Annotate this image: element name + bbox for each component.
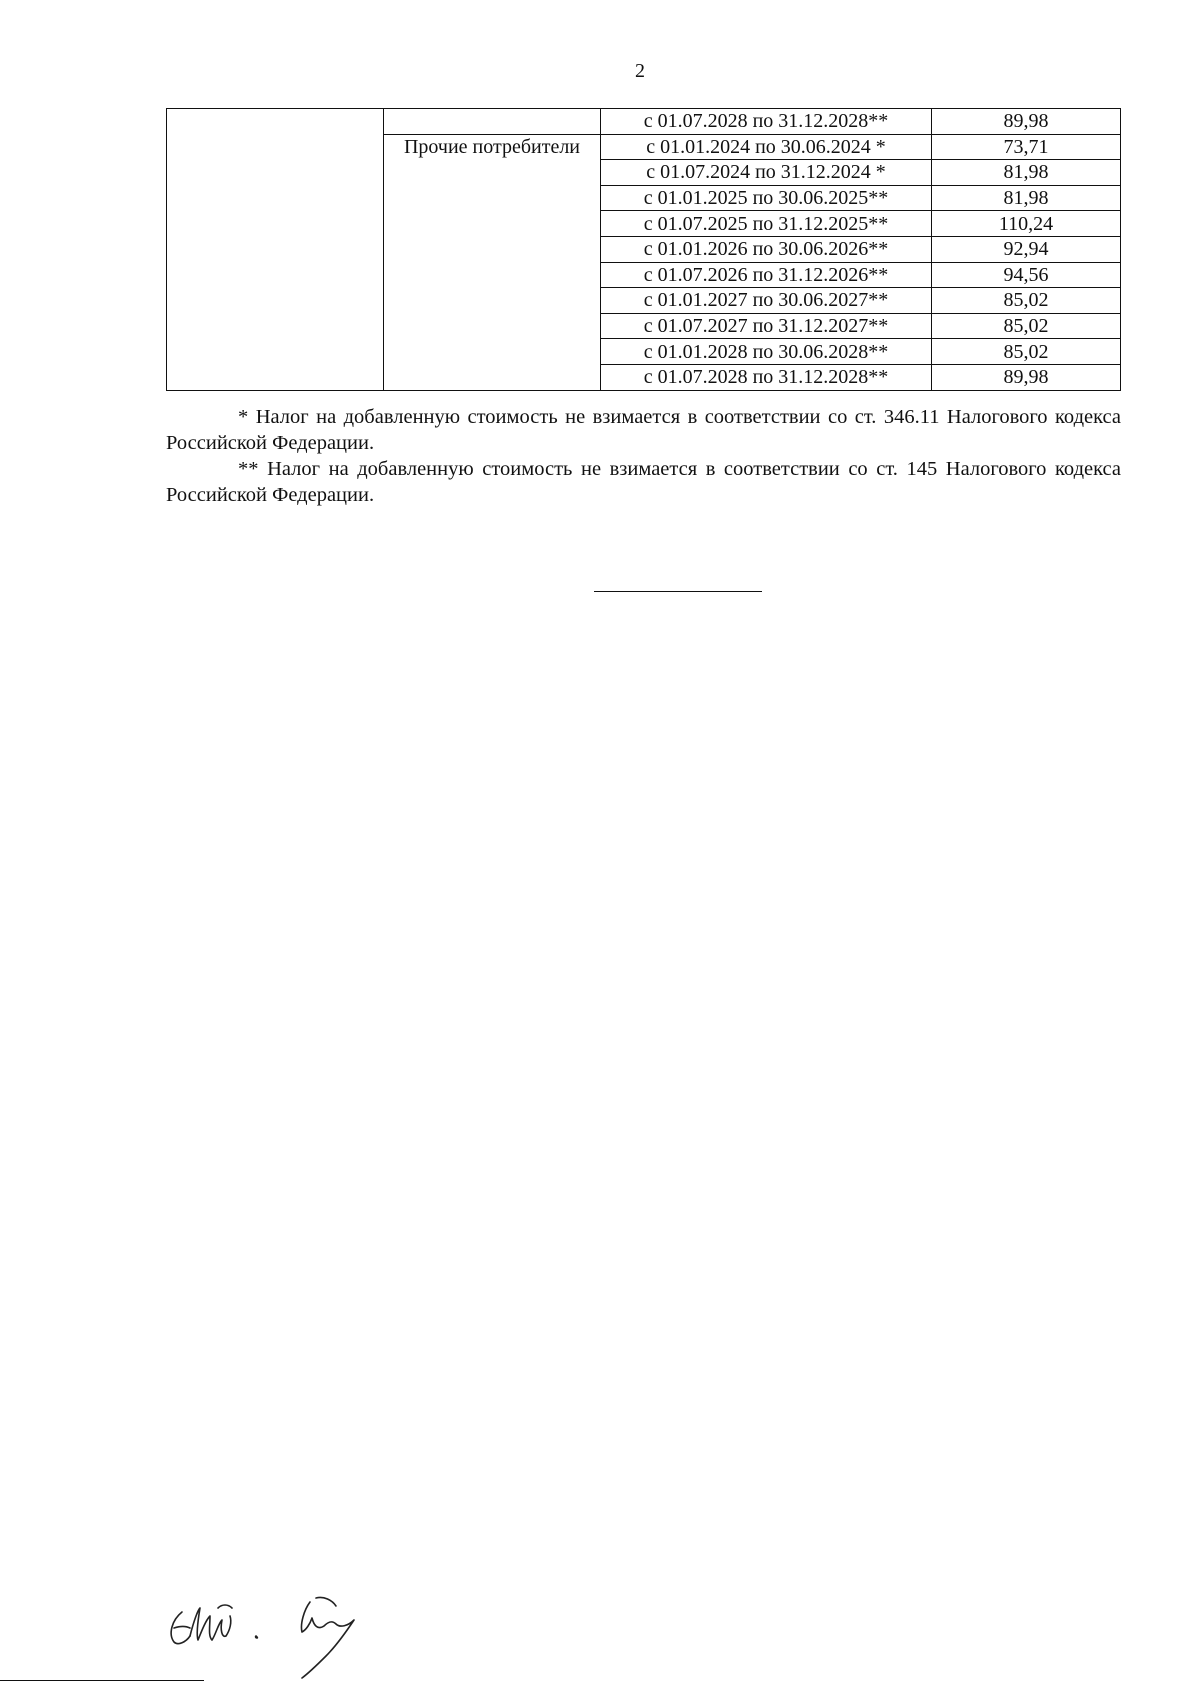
period-cell: с 01.07.2026 по 31.12.2026**: [601, 262, 932, 288]
tariff-value-cell: 89,98: [932, 364, 1121, 390]
tariff-table: [166, 108, 1121, 391]
tariff-value-cell: 89,98: [932, 109, 1121, 135]
consumer-group-cell: Прочие потребители: [384, 134, 601, 390]
tariff-value-cell: 81,98: [932, 160, 1121, 186]
period-cell: с 01.07.2028 по 31.12.2028**: [601, 364, 932, 390]
table-row: [167, 109, 1121, 135]
tariff-value-cell: 110,24: [932, 211, 1121, 237]
tariff-value-cell: 73,71: [932, 134, 1121, 160]
bottom-rule: [0, 1680, 204, 1681]
tariff-value-cell: 94,56: [932, 262, 1121, 288]
tariff-value-cell: 85,02: [932, 288, 1121, 314]
tariff-value-cell: 85,02: [932, 339, 1121, 365]
tariff-value-cell: 92,94: [932, 236, 1121, 262]
period-cell: с 01.01.2025 по 30.06.2025**: [601, 185, 932, 211]
period-cell: с 01.01.2028 по 30.06.2028**: [601, 339, 932, 365]
footnote-vat-346-11: * Налог на добавленную стоимость не взимается в соответствии со ст. 346.11 Налогового кодекса Российской Федерации.: [166, 406, 1121, 454]
empty-group-cell: [384, 109, 601, 135]
end-separator-line: [594, 591, 762, 592]
period-cell: с 01.01.2026 по 30.06.2026**: [601, 236, 932, 262]
period-cell: с 01.07.2028 по 31.12.2028**: [601, 109, 932, 135]
tariff-value-cell: 85,02: [932, 313, 1121, 339]
period-cell: с 01.07.2025 по 31.12.2025**: [601, 211, 932, 237]
handwritten-signature: [160, 1590, 390, 1690]
page-number: 2: [635, 60, 645, 82]
period-cell: с 01.07.2027 по 31.12.2027**: [601, 313, 932, 339]
footnotes: [166, 404, 1121, 508]
period-cell: с 01.07.2024 по 31.12.2024 *: [601, 160, 932, 186]
tariff-value-cell: 81,98: [932, 185, 1121, 211]
footnote-vat-145: ** Налог на добавленную стоимость не взимается в соответствии со ст. 145 Налогового кодекса Российской Федерации.: [166, 458, 1121, 506]
period-cell: с 01.01.2024 по 30.06.2024 *: [601, 134, 932, 160]
organization-cell: [167, 109, 384, 391]
period-cell: с 01.01.2027 по 30.06.2027**: [601, 288, 932, 314]
